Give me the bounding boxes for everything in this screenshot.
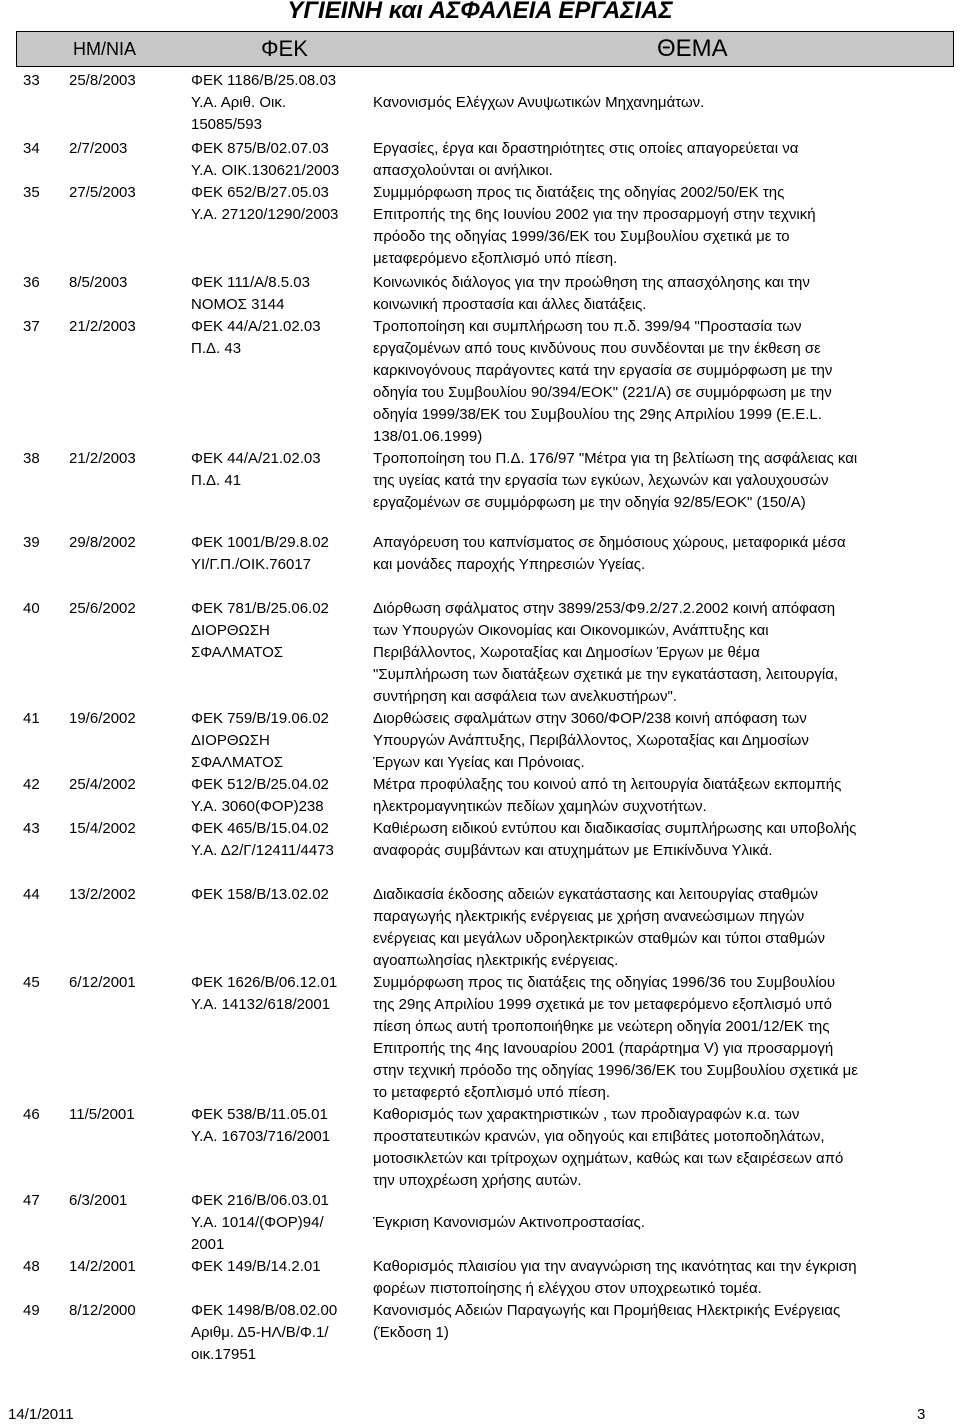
row-fek: ΦΕΚ 44/Α/21.02.03 Π.Δ. 43 [191,318,321,357]
row-fek: ΦΕΚ 1186/Β/25.08.03 Υ.Α. Αριθ. Οικ. 15085/593 [191,72,337,133]
row-number: 46 [23,1106,40,1123]
row-date: 21/2/2003 [69,450,136,467]
row-fek: ΦΕΚ 216/Β/06.03.01 Υ.Α. 1014/(ΦΟΡ)94/ 2001 [191,1192,329,1253]
row-number: 33 [23,72,40,89]
row-fek: ΦΕΚ 111/Α/8.5.03 ΝΟΜΟΣ 3144 [191,274,310,313]
row-date: 25/6/2002 [69,600,136,617]
row-topic: Εργασίες, έργα και δραστηριότητες στις οποίες απαγορεύεται να απασχολούνται οι ανήλικοι. [373,140,799,179]
row-fek: ΦΕΚ 781/Β/25.06.02 ΔΙΟΡΘΩΣΗ ΣΦΑΛΜΑΤΟΣ [191,600,329,661]
row-fek: ΦΕΚ 538/Β/11.05.01 Υ.Α. 16703/716/2001 [191,1106,331,1145]
row-number: 40 [23,600,40,617]
row-fek: ΦΕΚ 512/Β/25.04.02 Υ.Α. 3060(ΦΟΡ)238 [191,776,329,815]
row-number: 36 [23,274,40,291]
header-topic: ΘΕΜΑ [657,35,728,62]
row-number: 38 [23,450,40,467]
row-date: 13/2/2002 [69,886,136,903]
row-topic: Κανονισμός Ελέγχων Ανυψωτικών Μηχανημάτων. [373,94,705,111]
row-date: 8/12/2000 [69,1302,136,1319]
row-date: 8/5/2003 [69,274,128,291]
row-topic: Καθορισμός των χαρακτηριστικών , των προδιαγραφών κ.α. των προστατευτικών κρανών, για οδηγούς και επιβάτες μοτοποδηλάτων, μοτοσικλετών και τρίτροχων οχημάτων, καθώς και των εξαιρέσεων από την υποχρέωση χρήσης αυτών. [373,1106,844,1189]
row-fek: ΦΕΚ 875/Β/02.07.03 Υ.Α. ΟΙΚ.130621/2003 [191,140,340,179]
row-date: 27/5/2003 [69,184,136,201]
table-header [16,31,954,67]
row-date: 14/2/2001 [69,1258,136,1275]
row-topic: Κανονισμός Αδειών Παραγωγής και Προμήθειας Ηλεκτρικής Ενέργειας (Έκδοση 1) [373,1302,841,1341]
row-fek: ΦΕΚ 652/Β/27.05.03 Υ.Α. 27120/1290/2003 [191,184,339,223]
row-fek: ΦΕΚ 149/Β/14.2.01 [191,1258,321,1275]
row-date: 11/5/2001 [69,1106,135,1123]
row-date: 29/8/2002 [69,534,136,551]
footer-date: 14/1/2011 [8,1406,74,1423]
row-number: 41 [23,710,40,727]
row-number: 45 [23,974,40,991]
page-title: ΥΓΙΕΙΝΗ και ΑΣΦΑΛΕΙΑ ΕΡΓΑΣΙΑΣ [287,0,673,24]
row-number: 48 [23,1258,40,1275]
row-fek: ΦΕΚ 1626/Β/06.12.01 Υ.Α. 14132/618/2001 [191,974,338,1013]
row-topic: Μέτρα προφύλαξης του κοινού από τη λειτουργία διατάξεων εκπομπής ηλεκτρομαγνητικών πεδίων χαμηλών συχνοτήτων. [373,776,842,815]
row-topic: Τροποποίηση του Π.Δ. 176/97 "Μέτρα για τη βελτίωση της ασφάλειας και της υγείας κατά την εργασία των εγκύων, λεχωνών και γαλουχουσών εργαζομένων σε συμμόρφωση με την οδηγία 92/85/ΕΟΚ" (150/Α) [373,450,858,511]
row-number: 44 [23,886,40,903]
row-topic: Διόρθωση σφάλματος στην 3899/253/Φ9.2/27.2.2002 κοινή απόφαση των Υπουργών Οικονομίας και Οικονομικών, Ανάπτυξης και Περιβάλλοντος, Χωροταξίας και Δημοσίων Έργων με θέμα "Συμπλήρωση των διατάξεων σχετικά με την εγκατάσταση, λειτουργία, συντήρηση και ασφάλεια των ανελκυστήρων". [373,600,839,705]
row-topic: Καθιέρωση ειδικού εντύπου και διαδικασίας συμπλήρωσης και υποβολής αναφοράς συμβάντων και ατυχημάτων με Επικίνδυνα Υλικά. [373,820,857,859]
row-number: 49 [23,1302,40,1319]
row-number: 34 [23,140,40,157]
row-topic: Τροποποίηση και συμπλήρωση του π.δ. 399/94 "Προστασία των εργαζομένων από τους κινδύνους που συνδέονται με την έκθεση σε καρκινογόνους παράγοντες κατά την εργασία σε συμμόρφωση με την οδηγία του Συμβουλίου 90/394/ΕΟΚ" (221/Α) σε συμμόρφωση με την οδηγία 1999/38/ΕΚ του Συμβουλίου της 29ης Απριλίου 1999 (Ε.Ε.L. 138/01.06.1999) [373,318,833,445]
row-topic: Συμμόρφωση προς τις διατάξεις της οδηγίας 1996/36 του Συμβουλίου της 29ης Απριλίου 1999 σχετικά με τον μεταφερόμενο εξοπλισμό υπό πίεση όπως αυτή τροποποιήθηκε με νεώτερη οδηγία 2001/12/ΕΚ της Επιτροπής της 4ης Ιανουαρίου 2001 (παράρτημα V) για προσαρμογή στην τεχνική πρόοδο της οδηγίας 1996/36/ΕΚ του Συμβουλίου σχετικά με το μεταφερτό εξοπλισμό υπό πίεση. [373,974,858,1101]
row-date: 25/4/2002 [69,776,136,793]
row-topic: Απαγόρευση του καπνίσματος σε δημόσιους χώρους, μεταφορικά μέσα και μονάδες παροχής Υπηρεσιών Υγείας. [373,534,846,573]
row-fek: ΦΕΚ 44/Α/21.02.03 Π.Δ. 41 [191,450,321,489]
row-date: 6/12/2001 [69,974,136,991]
row-date: 15/4/2002 [69,820,136,837]
row-date: 2/7/2003 [69,140,128,157]
row-date: 6/3/2001 [69,1192,128,1209]
row-fek: ΦΕΚ 759/Β/19.06.02 ΔΙΟΡΘΩΣΗ ΣΦΑΛΜΑΤΟΣ [191,710,329,771]
row-date: 21/2/2003 [69,318,136,335]
row-number: 42 [23,776,40,793]
row-topic: Έγκριση Κανονισμών Ακτινοπροστασίας. [373,1214,645,1231]
row-number: 39 [23,534,40,551]
row-topic: Συμμμόρφωση προς τις διατάξεις της οδηγίας 2002/50/ΕΚ της Επιτροπής της 6ης Ιουνίου 2002 για την προσαρμογή στην τεχνική πρόοδο της οδηγίας 1999/36/ΕΚ του Συμβουλίου σχετικά με το μεταφερόμενο εξοπλισμό υπό πίεση. [373,184,816,267]
row-number: 37 [23,318,40,335]
row-fek: ΦΕΚ 158/Β/13.02.02 [191,886,329,903]
row-number: 43 [23,820,40,837]
row-topic: Κοινωνικός διάλογος για την προώθηση της απασχόλησης και την κοινωνική προστασία και άλλες διατάξεις. [373,274,810,313]
header-fek: ΦΕΚ [261,36,308,61]
row-date: 25/8/2003 [69,72,136,89]
row-fek: ΦΕΚ 465/Β/15.04.02 Υ.Α. Δ2/Γ/12411/4473 [191,820,334,859]
row-fek: ΦΕΚ 1498/Β/08.02.00 Αριθμ. Δ5-ΗΛ/Β/Φ.1/ οικ.17951 [191,1302,338,1363]
row-topic: Διαδικασία έκδοσης αδειών εγκατάστασης και λειτουργίας σταθμών παραγωγής ηλεκτρικής ενέργειας με χρήση ανανεώσιμων πηγών ενέργειας και μεγάλων υδροηλεκτρικών σταθμών και τύποι σταθμών αγοαπωλησίας ηλεκτρικής ενέργειας. [373,886,826,969]
header-date: ΗΜ/ΝΙΑ [73,39,136,59]
row-topic: Διορθώσεις σφαλμάτων στην 3060/ΦΟΡ/238 κοινή απόφαση των Υπουργών Ανάπτυξης, Περιβάλλοντος, Χωροταξίας και Δημοσίων Έργων και Υγείας και Πρόνοιας. [373,710,809,771]
page-number: 3 [917,1406,926,1423]
row-fek: ΦΕΚ 1001/Β/29.8.02 ΥΙ/Γ.Π./ΟΙΚ.76017 [191,534,329,573]
row-number: 47 [23,1192,40,1209]
row-date: 19/6/2002 [69,710,136,727]
row-number: 35 [23,184,40,201]
row-topic: Καθορισμός πλαισίου για την αναγνώριση της ικανότητας και την έγκριση φορέων πιστοποίησης ή ελέγχου στον υποχρεωτικό τομέα. [373,1258,857,1297]
